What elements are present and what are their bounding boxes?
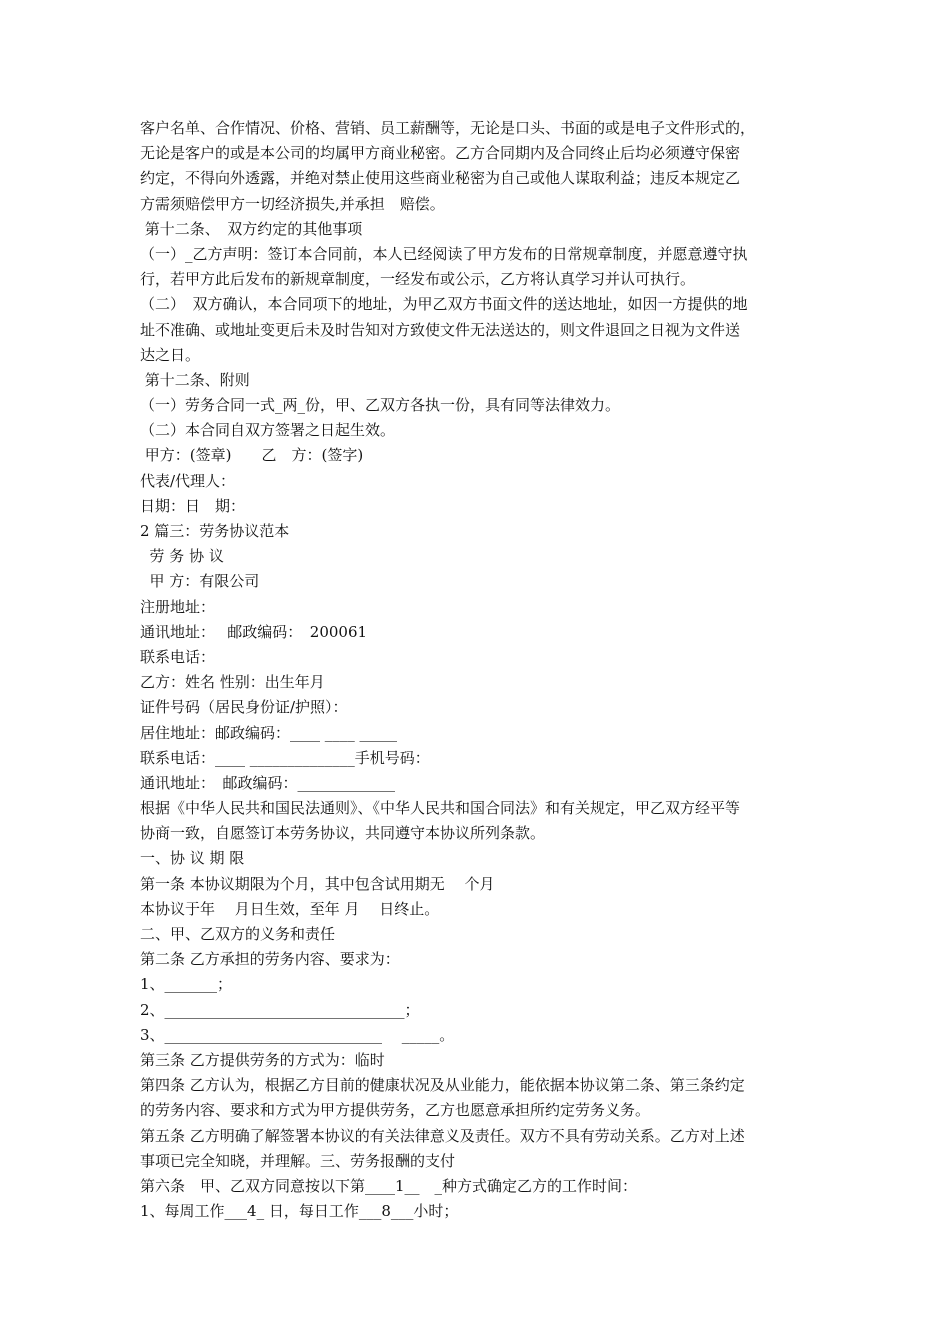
text-line: 1、_______； (140, 975, 233, 994)
section-heading: 2 篇三：劳务协议范本 (140, 522, 290, 540)
text-line: 无论是客户的或是本公司的均属甲方商业秘密。乙方合同期内及合同终止后均必须遵守保密 (140, 144, 741, 163)
text-line: 第六条 甲、乙双方同意按以下第____1__ _种方式确定乙方的工作时间： (140, 1176, 638, 1195)
text-line: 甲 方：有限公司 (140, 572, 260, 591)
text-line: （一）_乙方声明：签订本合同前，本人已经阅读了甲方发布的日常规章制度，并愿意遵守执 (140, 244, 748, 263)
text-line: （二）本合同自双方签署之日起生效。 (140, 421, 396, 440)
text-line: 联系电话： (140, 647, 216, 666)
text-line: 3、_____________________________ _____。 (140, 1025, 455, 1044)
text-line: 址不准确、或地址变更后未及时告知对方致使文件无法送达的，则文件退回之日视为文件送 (140, 320, 741, 339)
text-line: 行，若甲方此后发布的新规章制度，一经发布或公示，乙方将认真学习并认可执行。 (140, 270, 696, 289)
text-line: 通讯地址： 邮政编码： 200061 (140, 622, 368, 641)
text-line: 1、每周工作___4_ 日，每日工作___8___小时； (140, 1202, 459, 1221)
section-heading: 第十二条、 双方约定的其他事项 (140, 219, 363, 238)
text-line: 居住地址：邮政编码：____ ____ _____ (140, 723, 398, 742)
section-heading: 二、甲、乙双方的义务和责任 (140, 925, 336, 943)
text-line: 的劳务内容、要求和方式为甲方提供劳务，乙方也愿意承担所约定劳务义务。 (140, 1101, 651, 1120)
document-page (140, 116, 820, 1224)
text-line: 事项已完全知晓，并理解。三、劳务报酬的支付 (140, 1151, 456, 1170)
text-line: 约定，不得向外透露，并绝对禁止使用这些商业秘密为自己或他人谋取利益；违反本规定乙 (140, 169, 741, 188)
section-heading: 第十二条、附则 (140, 370, 250, 389)
text-line: 本协议于年 月日生效，至年 月 日终止。 (140, 899, 440, 918)
text-line: 日期：日 期： (140, 496, 246, 515)
text-line: 证件号码（居民身份证/护照）： (140, 698, 348, 717)
text-line: 通讯地址： 邮政编码：_____________ (140, 773, 396, 792)
signature-line: 甲方：(签章) 乙 方：(签字) (140, 446, 364, 465)
text-line: 乙方：姓名 性别：出生年月 (140, 673, 325, 692)
text-line: 第三条 乙方提供劳务的方式为：临时 (140, 1050, 385, 1069)
document-title: 劳 务 协 议 (140, 547, 224, 566)
text-line: 达之日。 (140, 345, 201, 364)
text-line: 协商一致，自愿签订本劳务协议，共同遵守本协议所列条款。 (140, 824, 546, 843)
section-heading: 一、协 议 期 限 (140, 849, 245, 868)
text-line: 注册地址： (140, 597, 216, 616)
text-line: 第一条 本协议期限为个月，其中包含试用期无 个月 (140, 874, 495, 893)
text-line: 2、________________________________； (140, 1000, 420, 1019)
text-line: 联系电话：____ ______________手机号码： (140, 748, 430, 767)
text-line: 客户名单、合作情况、价格、营销、员工薪酬等，无论是口头、书面的或是电子文件形式的， (140, 119, 756, 137)
text-line: 第二条 乙方承担的劳务内容、要求为： (140, 950, 400, 969)
text-line: 代表/代理人： (140, 471, 236, 490)
text-line: 根据《中华人民共和国民法通则》、《中华人民共和国合同法》和有关规定，甲乙双方经平等 (140, 799, 741, 818)
text-line: 第四条 乙方认为，根据乙方目前的健康状况及从业能力，能依据本协议第二条、第三条约定 (140, 1076, 745, 1095)
text-line: （一）劳务合同一式_两_份，甲、乙双方各执一份，具有同等法律效力。 (140, 396, 621, 415)
text-line: 方需须赔偿甲方一切经济损失,并承担 赔偿。 (140, 194, 445, 213)
text-line: （二） 双方确认，本合同项下的地址，为甲乙双方书面文件的送达地址，如因一方提供的地 (140, 295, 748, 314)
text-line: 第五条 乙方明确了解签署本协议的有关法律意义及责任。双方不具有劳动关系。乙方对上述 (140, 1126, 745, 1145)
